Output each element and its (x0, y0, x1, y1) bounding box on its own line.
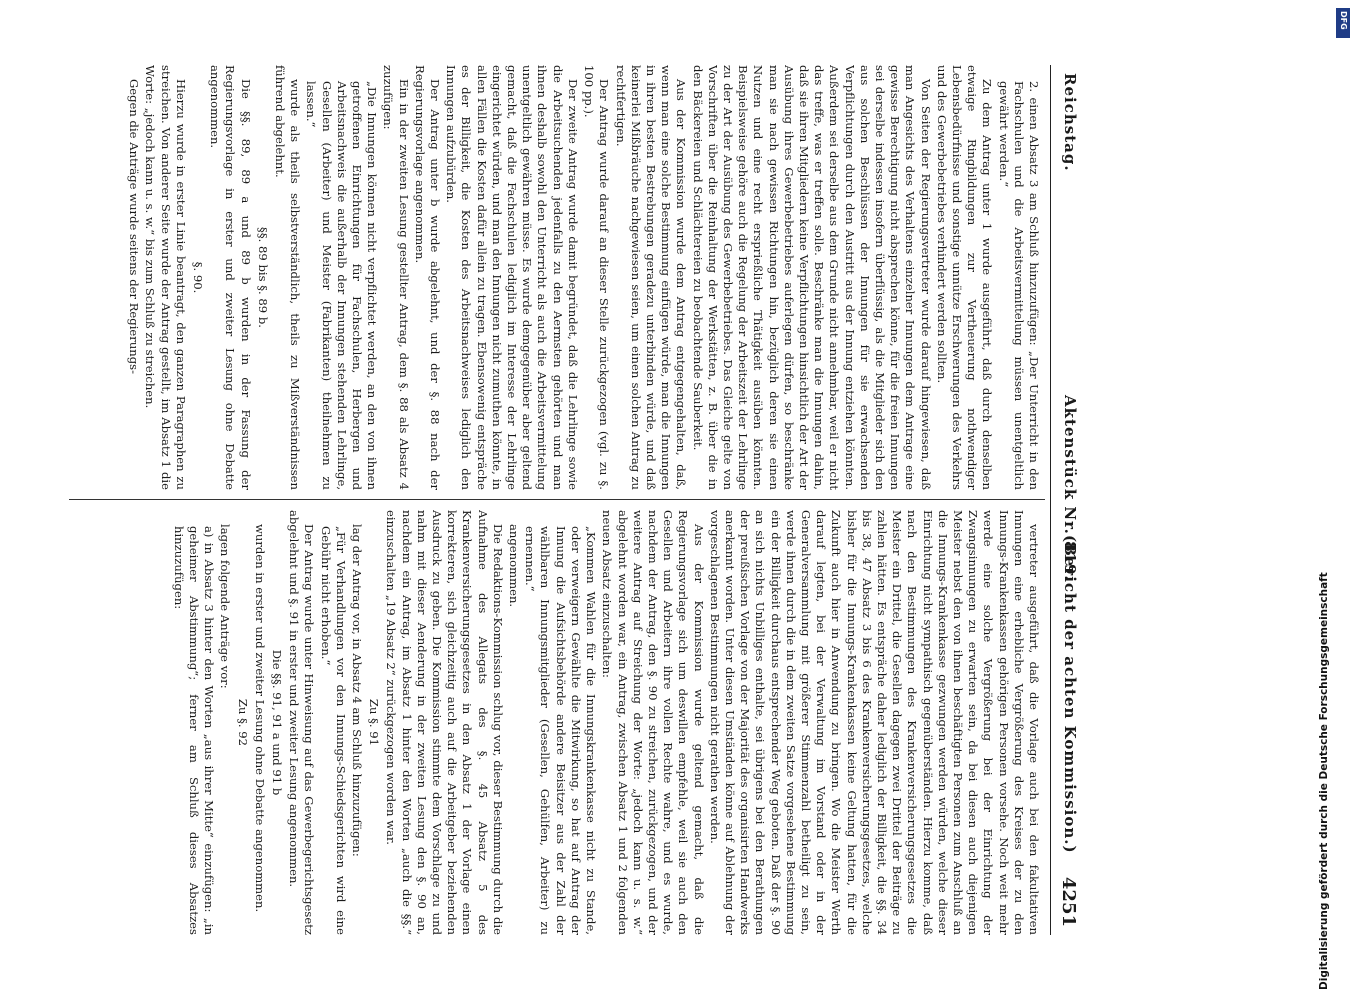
paragraph: Die §§. 91, 91 a und 91 b (270, 649, 285, 796)
paragraph: §§. 89 bis §. 89 b. (255, 227, 270, 328)
paragraph: Die §§. 89, 89 a und 89 b wurden in der Fassung der Regierungsvorlage in erster und zweiter Lesung ohne Debatte angenommen. (208, 65, 253, 490)
page-number: 4251 (1058, 876, 1079, 927)
paragraph: vertreter ausgeführt, daß die Vorlage auch bei den fakultativen Innungen eine erhebliche Vergrößerung des Kreises der zu den Innungs-Krankenkassen gehörigen Personen vorsehe. Noch weit mehr werde eine solche Vergrößerung bei der Einrichtung der Zwangsinnungen zu erwarten sein, da bei diesen auch diejenigen Meister nebst den von ihnen beschäftigten Personen zum Anschluß an die Innungs-Krankenkasse gezwungen werden würden, welche dieser Einrichtung nicht sympathisch gegenüberständen. Hierzu komme, daß nach den Bestimmungen des Krankenversicherungsgesetzes die Meister ein Drittel, die Gesellen dagegen zwei Drittel der Beiträge zu zahlen hätten. Es entspräche daher lediglich der Billigkeit, die §§. 34 bis 38, 47 Absatz 3 bis 6 des Krankenversicherungsgesetzes, welche bisher für die Innungs-Krankenkassen keine Geltung hatten, für die Zukunft auch hier in Anwendung zu bringen. Wo die Meister Werth darauf legten, bei der Verwaltung im Vorstand oder in der Generalversammlung mit größerer Stimmenzahl betheiligt zu sein, werde ihnen durch die in dem zweiten Satze vorgesehene Bestimmung ein der Billigkeit durchaus entsprechender Weg geboten. Daß der §. 90 an sich nichts Unbilliges enthalte, sei übrigens bei den Berathungen der preußischen Vorlage von der Majorität des organisirten Handwerks anerkannt worden. Unter diesen Umständen könne auf Ablehnung der vorgeschlagenen Bestimmungen nicht gerathen werden. (707, 510, 1041, 935)
paragraph: Aus der Kommission wurde dem Antrag entgegengehalten, daß, wenn man eine solche Bestimmung einfügen würde, man die Innungen in ihren besten Bestrebungen geradezu unterbinden würde, und daß keinerlei Mißbräuche nachgewiesen seien, um einen solchen Antrag zu rechtfertigen. (613, 65, 689, 490)
paragraph: Aus der Kommission wurde geltend gemacht, daß die Regierungsvorlage sich um deswillen empfehle, weil sie auch den Gesellen und Arbeitern ihre vollen Rechte wahre, und es wurde, nachdem der Antrag, den §. 90 zu streichen, zurückgezogen, und der weitere Antrag auf Streichung der Worte: „jedoch kann u. s. w.“ abgelehnt worden war, ein Antrag, zwischen Absatz 1 und 2 folgenden neuen Absatz einzuschalten: (600, 510, 706, 935)
dfg-logo: DFG (1336, 8, 1350, 38)
paragraph: Der zweite Antrag wurde damit begründet, daß die Lehrlinge sowie die Arbeitsuchenden jedenfalls zu den Aermsten gehörten und man ihnen deshalb sowohl den Unterricht als auch die Arbeitsvermittelung unentgeltlich gewähren müsse. Es wurde demgegenüber aber geltend gemacht, daß die Fachschulen lediglich im Interesse der Lehrlinge eingerichtet würden, und man den Innungen nicht zumuthen könnte, in allen Fällen die Kosten dafür allein zu tragen. Ebensowenig entspräche es der Billigkeit, die Kosten des Arbeitsnachweises lediglich den Innungen aufzubürden. (444, 65, 580, 490)
paragraph: Der Antrag wurde unter Hinweisung auf das Gewerbegerichtsgesetz abgelehnt und §. 91 in erster und zweiter Lesung angenommen. (287, 510, 317, 935)
left-text-column (71, 65, 1041, 490)
header-left: Reichstag. (1061, 73, 1079, 172)
paragraph: Gegen die Anträge wurde seitens der Regierungs- (127, 79, 142, 375)
paragraph: Hierzu wurde in erster Linie beantragt, den ganzen Paragraphen zu streichen. Von anderer Seite wurde der Antrag gestellt, im Absatz 1 die Worte: „jedoch kann u. s. w.“ bis zum Schluß zu streichen. (143, 65, 188, 490)
paragraph: Die Redaktions-Kommission schlug vor, dieser Bestimmung durch die Aufnahme des Allegats des §. 45 Absatz 5 des Krankenversicherungsgesetzes in den Absatz 1 der Vorlage einen korrekteren, sich gleichzeitig auch auf die Arbeitgeber beziehenden Ausdruck zu geben. Die Kommission stimmte dem Vorschlage zu und nahm mit dieser Aenderung in der zweiten Lesung den §. 90 an, nachdem ein Antrag, im Absatz 1 hinter den Worten „auch die §§.“ einzuschalten „19 Absatz 2“ zurückgezogen worden war. (384, 510, 505, 935)
right-text-column (71, 510, 1041, 935)
paragraph: angenommen. (507, 524, 522, 608)
paragraph: 2. einen Absatz 3 am Schluß hinzuzufügen: „Der Unterricht in den Fachschulen und die Arbeitsvermittelung müssen unentgeltlich gewährt werden.“ (996, 81, 1041, 490)
paragraph: „Die Innungen können nicht verpflichtet werden, an den von ihnen getroffenen Einrichtungen für Fachschulen, Herbergen und Arbeitsnachweis die außerhalb der Innungen stehenden Lehrlinge, Gesellen (Arbeiter) und Meister (Fabrikanten) theilnehmen zu lassen.“ (304, 81, 380, 490)
paragraph: Von Seiten der Regierungsvertreter wurde darauf hingewiesen, daß man Angesichts des Verhaltens einzelner Innungen dem Antrage eine gewisse Berechtigung nicht absprechen könne, für die freien Innungen sei derselbe indessen insofern überflüssig, als die Mitglieder sich den aus solchen Beschlüssen der Innungen für sie erwachsenden Verpflichtungen durch den Austritt aus der Innung entziehen könnten. Außerdem sei derselbe aus dem Grunde nicht annehmbar, weil er nicht das treffe, was er treffen solle. Beschränke man die Innungen dahin, daß sie ihren Mitgliedern keine Verpflichtungen hinsichtlich der Art der Ausübung ihres Gewerbebetriebes auferlegen dürfen, so beschränke man sie nach gewissen Richtungen hin, bezüglich deren sie einen Nutzen und eine recht ersprießliche Thätigkeit ausüben könnten. Beispielsweise gehöre auch die Regelung der Arbeitszeit der Lehrlinge zu der Art der Ausübung des Gewerbebetriebes. Das Gleiche gelte von Vorschriften über die Reinhaltung der Werkstätten, z. B. über die in den Bäckereien und Schlächtereien zu beobachtende Sauberkeit. (690, 65, 933, 490)
paragraph: §. 90. (191, 261, 206, 294)
paragraph: wurde als theils selbstverständlich, theils zu Mißverständnissen führend abgelehnt. (273, 65, 303, 490)
running-header (1050, 65, 1085, 935)
paragraph: lagen folgende Anträge vor: (218, 524, 233, 689)
paragraph: a) in Absatz 3 hinter den Worten „aus ihrer Mitte“ einzufügen: „in geheimer Abstimmung“; ferner am Schluß dieses Absatzes hinzuzufügen: (171, 526, 217, 935)
paragraph: Zu §. 92 (235, 698, 250, 747)
header-document-number: Aktenstück Nr. 819. (1061, 395, 1079, 582)
paragraph: lag der Antrag vor, in Absatz 4 am Schluß hinzuzufügen: (350, 524, 365, 857)
paragraph: Zu §. 91 (367, 698, 382, 747)
paragraph: „Für Verhandlungen vor den Innungs-Schiedsgerichten wird eine Gebühr nicht erhoben.“ (318, 526, 348, 935)
paragraph: Der Antrag wurde darauf an dieser Stelle zurückgezogen (vgl. zu §. 100 pp.). (582, 65, 612, 490)
rotated-document-page (65, 65, 1085, 935)
paragraph: Ein in der zweiten Lesung gestellter Antrag, dem §. 88 als Absatz 4 zuzufügen: (381, 65, 411, 490)
column-divider (69, 499, 1045, 500)
paragraph: Der Antrag unter b wurde abgelehnt, und der §. 88 nach der Regierungsvorlage angenommen. (412, 65, 443, 490)
header-commission-report: (Bericht der achten Kommission.) (1061, 535, 1079, 854)
paragraph: Zu dem Antrag unter 1 wurde ausgeführt, daß durch denselben etwaige Ringbildungen zur Vertheuerung nothwendiger Lebensbedürfnisse und sonstige unnütze Erschwerungen des Verkehrs und des Gewerbebetriebes verhindert werden sollten. (934, 65, 995, 490)
digitization-credit: Digitalisierung gefördert durch die Deutsche Forschungsgemeinschaft (1318, 572, 1330, 990)
paragraph: „Kommen Wahlen für die Innungskrankenkasse nicht zu Stande, oder verweigern Gewählte die Mitwirkung, so hat auf Antrag der Innung die Aufsichtsbehörde andere Beisitzer aus der Zahl der wählbaren Innungsmitglieder (Gesellen, Gehülfen, Arbeiter) zu ernennen.“ (523, 526, 599, 935)
paragraph: wurden in erster und zweiter Lesung ohne Debatte angenommen. (252, 524, 267, 913)
